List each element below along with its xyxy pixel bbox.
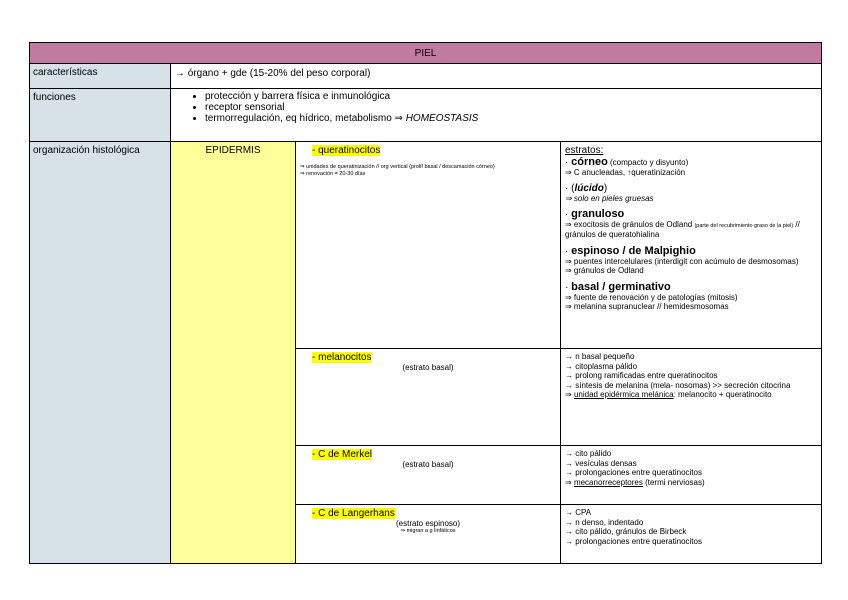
list-item: → prolongaciones entre queratinocitos (565, 536, 702, 546)
mech-rest: (termi nerviosas) (642, 477, 705, 487)
unit-link: unidad epidérmica melánica (573, 390, 674, 399)
granuloso-desc (565, 220, 817, 240)
corneo-name: córneo (571, 156, 608, 168)
corneo-paren: (compacto y disyunto) (607, 158, 689, 167)
list-item: → CPA (565, 508, 592, 517)
value-funciones (171, 89, 822, 142)
arrow: ⇒ (565, 477, 574, 487)
merkel-desc-cell (561, 446, 822, 505)
list-item: → n basal pequeño (565, 352, 635, 361)
list-item (205, 113, 821, 124)
granuloso-desc-small: (parte del recubrimiento graso de la piel) (694, 223, 794, 229)
espinoso-desc: ⇒ puentes intercelulares (interdigit con acúmulo de desmosomas) (565, 256, 799, 266)
label-funciones: funciones (30, 89, 171, 142)
list-item: → prolongaciones entre queratinocitos (565, 468, 702, 477)
bullet: · (565, 245, 572, 257)
langerhans-cell (296, 505, 561, 564)
bullet: · ( (565, 182, 575, 194)
stratum-espinoso (565, 245, 817, 276)
espinoso-desc: ⇒ gránulos de Odland (565, 266, 644, 275)
arrow: ⇒ (565, 390, 574, 399)
lucido-desc: ⇒ solo en pieles gruesas (565, 193, 654, 203)
list-item-text: termorregulación, eq hídrico, metabolismo ⇒ (205, 113, 406, 124)
list-item: → cito pálido, gránulos de Birbeck (565, 527, 687, 536)
basal-name: basal / germinativo (571, 280, 671, 293)
queratinocitos-cell (296, 142, 561, 349)
stratum-lucido (565, 183, 817, 204)
melanocitos-desc-cell (561, 349, 822, 446)
list-item: → cito pálido (565, 449, 612, 458)
granuloso-desc-2: // gránulos de queratohialina (565, 220, 800, 239)
basal-desc: ⇒ fuente de renovación y de patologías (mitosis) (565, 292, 738, 302)
list-item (565, 390, 817, 400)
estratos-cell (561, 142, 822, 349)
list-item: • receptor sensorial (205, 102, 821, 113)
unit-rest: : melanocito + queratinocito (673, 390, 772, 399)
espinoso-name: espinoso / de Malpighio (571, 244, 696, 257)
stratum-granuloso (565, 208, 817, 240)
list-item: → vesículas densas (565, 458, 637, 468)
stratum-corneo (565, 156, 817, 178)
bullet: · (565, 209, 572, 220)
lucido-name: lúcido (574, 182, 604, 194)
basal-desc: ⇒ melanina supranuclear // hemidesmosomas (565, 302, 729, 311)
langerhans-title: - C de Langerhans (312, 508, 395, 519)
merkel-title: - C de Merkel (312, 449, 373, 460)
skin-notes-table (29, 42, 821, 564)
melanocitos-title: - melanocitos (312, 352, 372, 363)
list-item: → citoplasma pálido (565, 361, 638, 371)
epidermis-cell: EPIDERMIS (171, 142, 296, 564)
list-item: → síntesis de melanina (mela- nosomas) >> secreción citocrina (565, 380, 791, 390)
queratinocitos-title: - queratinocitos (312, 145, 381, 156)
corneo-desc: ⇒ C anucleadas, ↑queratinización (565, 168, 686, 177)
queratinocitos-note: ⇒ renovación = 20-30 días (300, 171, 366, 177)
stratum-basal (565, 281, 817, 312)
list-item (565, 478, 817, 488)
estratos-label: estratos: (565, 145, 604, 156)
list-item: • protección y barrera física e inmunológica (205, 91, 821, 102)
merkel-sub: (estrato basal) (402, 460, 454, 469)
paren-close: ) (603, 182, 608, 194)
langerhans-subtiny: ⇒ migran a g linfáticos (400, 528, 456, 534)
melanocitos-sub: (estrato basal) (402, 363, 454, 372)
list-item: → prolong ramificadas entre queratinocitos (565, 371, 718, 380)
list-item: → n denso, indentado (565, 517, 644, 527)
mech-link: mecanorreceptores (573, 477, 643, 487)
langerhans-desc-cell (561, 505, 822, 564)
bullet: · (565, 281, 572, 293)
piel-table (29, 42, 822, 564)
merkel-cell (296, 446, 561, 505)
queratinocitos-note: ⇒ unidades de queratinización // org vertical (prolif basal / descamación córneo) (300, 164, 495, 170)
funciones-list (171, 91, 821, 124)
label-organizacion: organización histológica (30, 142, 171, 564)
table-title: PIEL (30, 43, 822, 64)
bullet: · (565, 157, 572, 168)
value-caracteristicas: → órgano + gde (15-20% del peso corporal) (171, 64, 822, 89)
granuloso-name: granuloso (571, 208, 625, 220)
label-caracteristicas: características (30, 64, 171, 89)
langerhans-sub: (estrato espinoso) (395, 519, 461, 528)
homeostasis-term: HOMEOSTASIS (405, 113, 479, 124)
melanocitos-cell (296, 349, 561, 446)
granuloso-desc-1: ⇒ exocitosis de gránulos de Odland (565, 220, 695, 229)
